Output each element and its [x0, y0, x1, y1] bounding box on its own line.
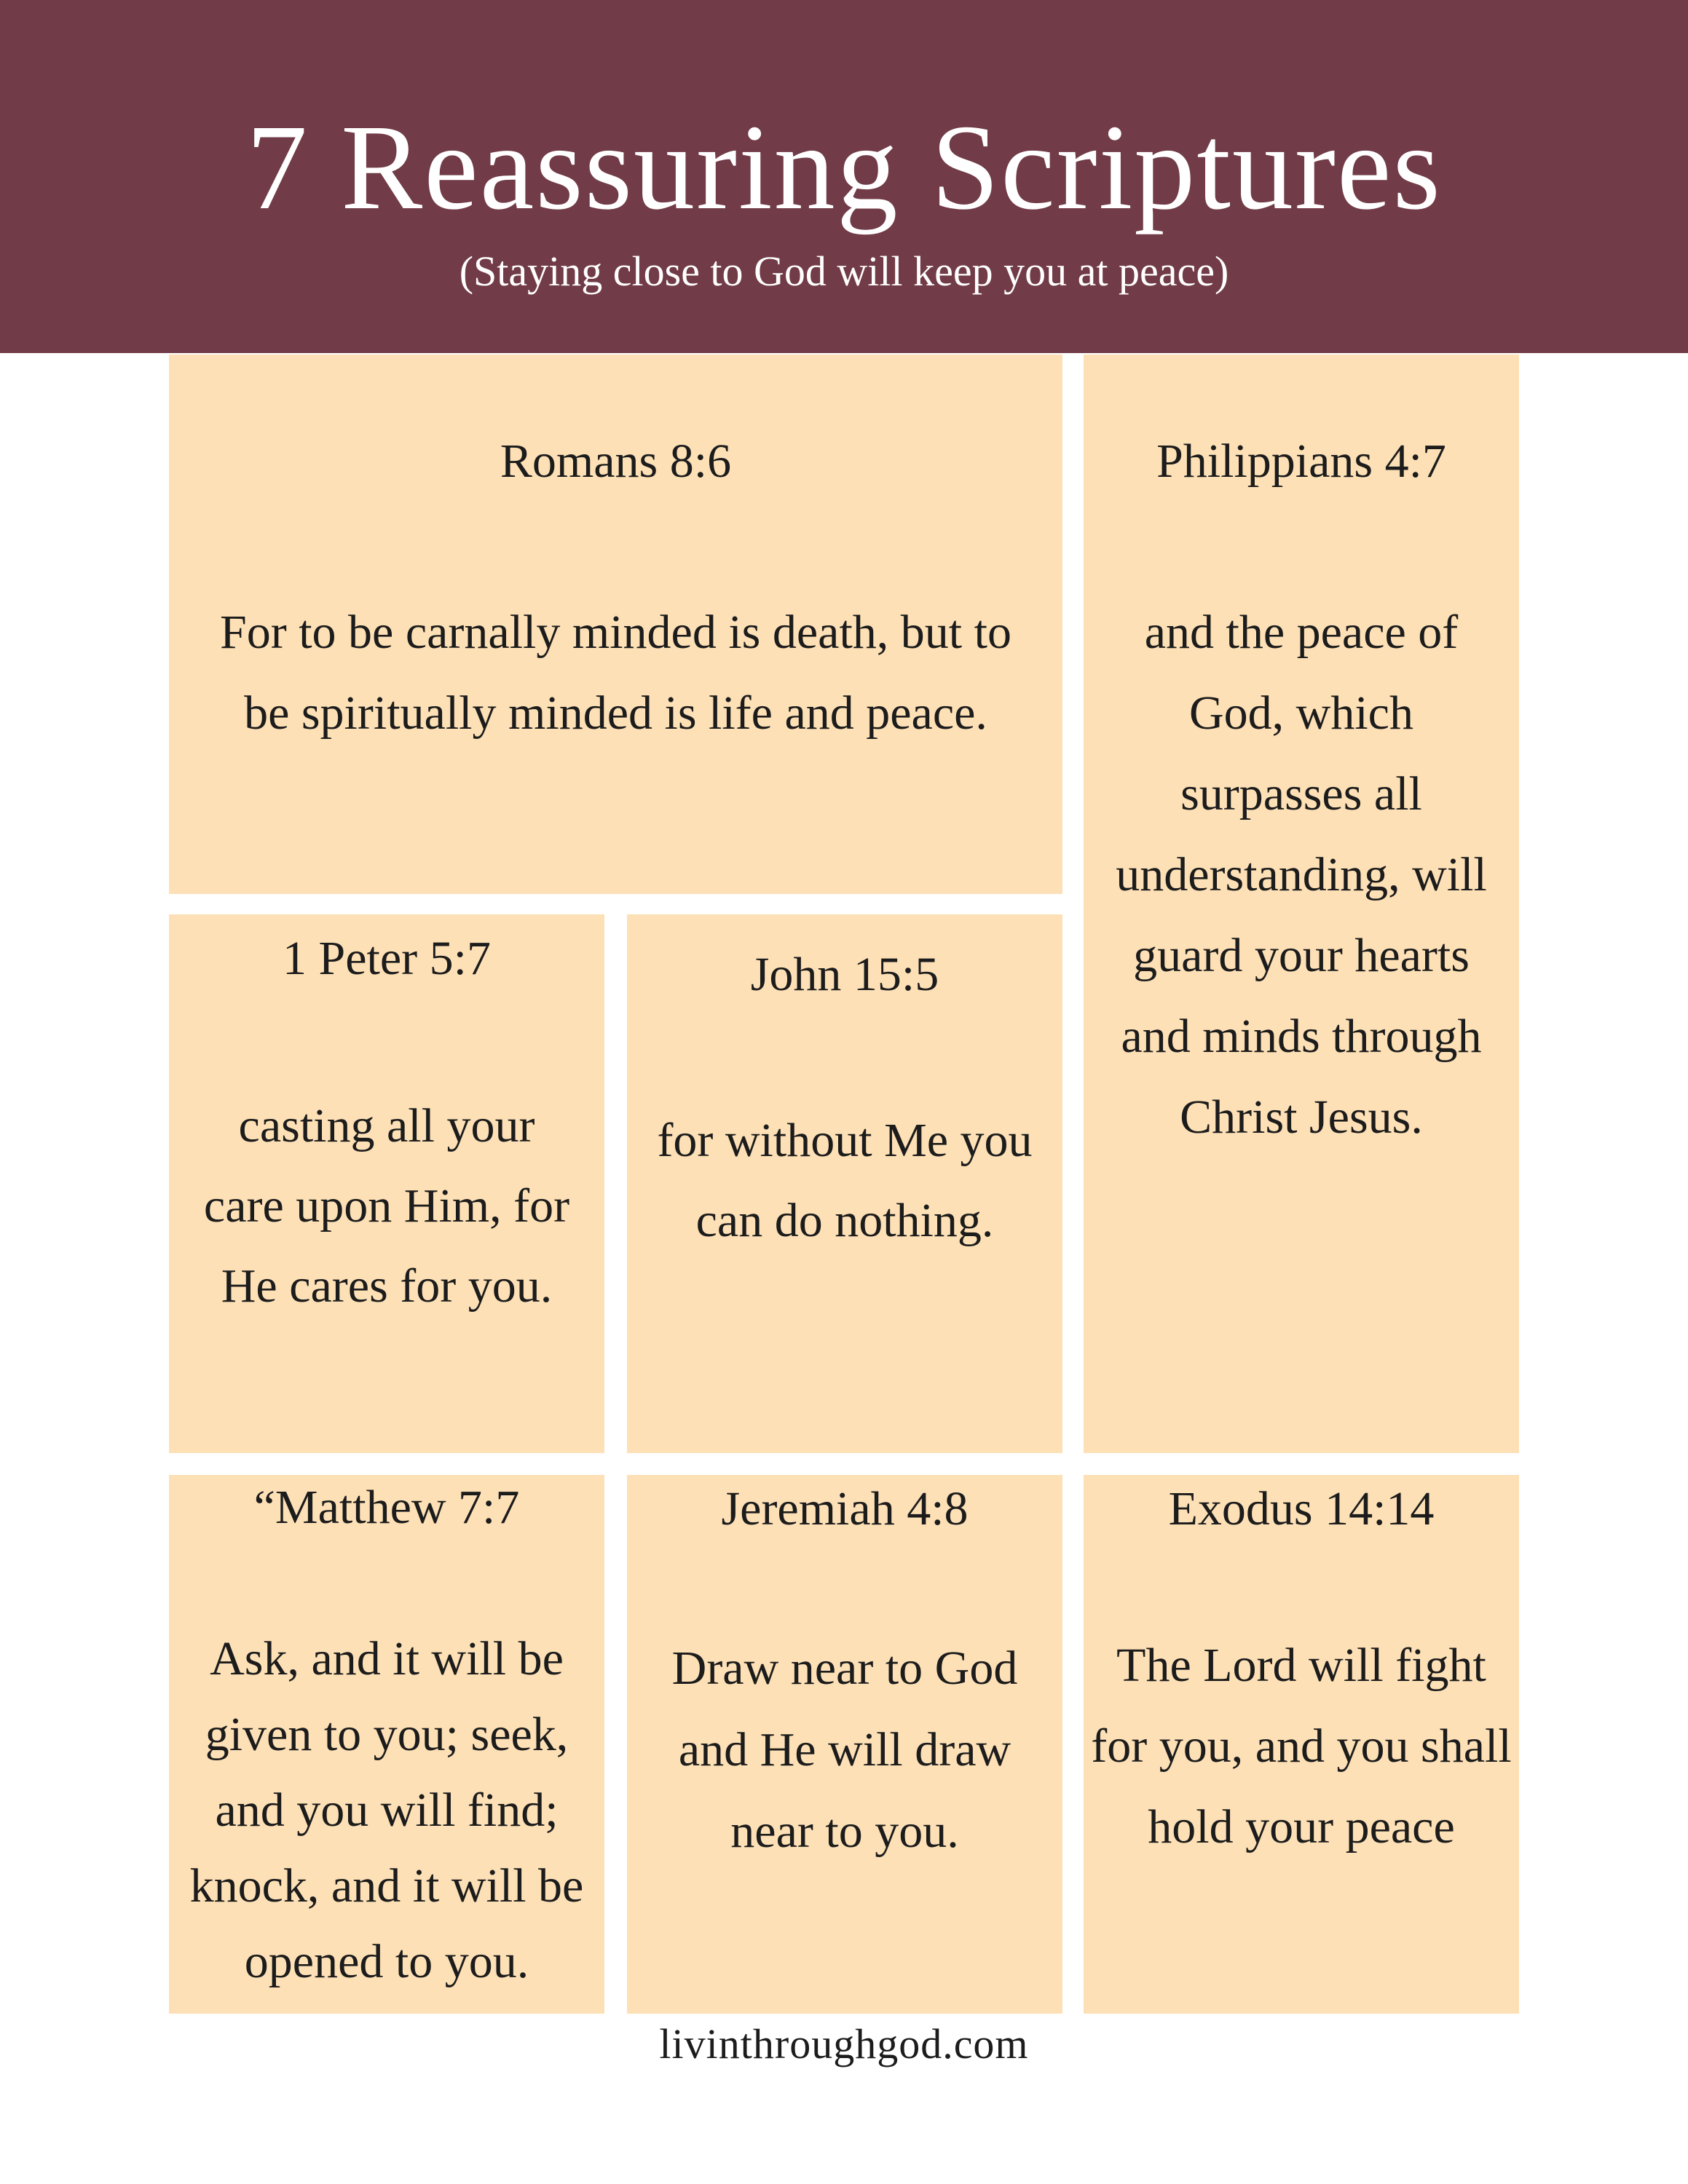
page-title: 7 Reassuring Scriptures	[246, 100, 1442, 235]
scripture-text: casting all your care upon Him, for He cares for you.	[203, 1099, 570, 1313]
scripture-reference: Exodus 14:14	[1168, 1482, 1435, 1535]
scripture-card-matthew	[169, 1475, 604, 2014]
scripture-text: Draw near to God and He will draw near to you.	[671, 1642, 1018, 1858]
scripture-card-jeremiah	[627, 1475, 1062, 2014]
scripture-card-philippians	[1084, 355, 1519, 1453]
scripture-reference: 1 Peter 5:7	[283, 932, 491, 985]
website-footer: livinthroughgod.com	[659, 2020, 1029, 2068]
scripture-card-romans	[169, 355, 1062, 894]
scripture-reference: “Matthew 7:7	[253, 1481, 520, 1534]
header-banner	[0, 0, 1688, 353]
scripture-text: The Lord will fight for you, and you shall hold your peace	[1091, 1639, 1512, 1853]
scripture-reference: Romans 8:6	[500, 435, 732, 488]
scripture-card-john	[627, 914, 1062, 1453]
scripture-text: For to be carnally minded is death, but to be spiritually minded is life and peace.	[220, 606, 1011, 740]
scripture-text: for without Me you can do nothing.	[657, 1114, 1033, 1247]
scripture-card-peter	[169, 914, 604, 1453]
scripture-text: Ask, and it will be given to you; seek, and you will find; knock, and it will be opened to you.	[189, 1632, 584, 1988]
page-subtitle: (Staying close to God will keep you at peace)	[459, 248, 1229, 295]
scripture-text: and the peace of God, which surpasses all understanding, will guard your hearts and minds through Christ Jesus.	[1116, 606, 1487, 1144]
scripture-card-exodus	[1084, 1475, 1519, 2014]
scripture-reference: Philippians 4:7	[1156, 435, 1446, 488]
scripture-reference: John 15:5	[750, 948, 939, 1001]
scripture-reference: Jeremiah 4:8	[721, 1482, 969, 1535]
